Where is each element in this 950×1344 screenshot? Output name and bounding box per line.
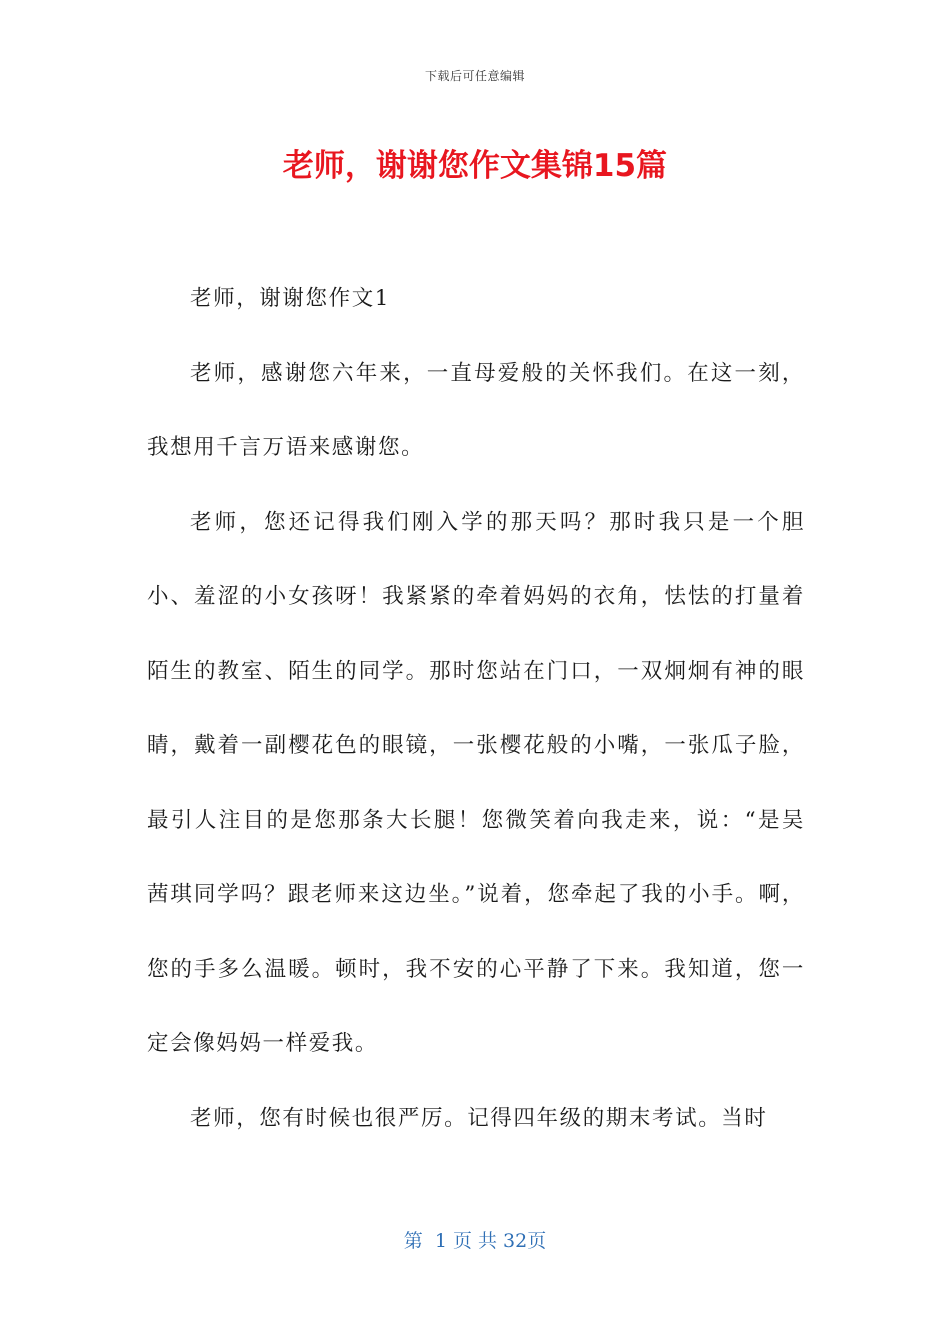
paragraph: 老师，您有时候也很严厉。记得四年级的期末考试。当时 (190, 1105, 768, 1131)
paragraph-heading: 老师，谢谢您作文1 (190, 286, 391, 311)
document-title: 老师，谢谢您作文集锦15篇 (282, 148, 668, 184)
paragraph: 老师，您还记得我们刚入学的那天吗？那时我只是一个胆小、羞涩的小女孩呀！我紧紧的牵着妈妈的衣角，怯怯的打量着陌生的教室、陌生的同学。那时您站在门口，一双炯炯有神的眼睛，戴着一副樱花色的眼镜，一张樱花般的小嘴，一张瓜子脸，最引人注目的是您那条大长腿！您微笑着向我走来，说：“是吴茜琪同学吗？跟老师来这边坐。”说着，您牵起了我的小手。啊，您的手多么温暖。顿时，我不安的心平静了下来。我知道，您一定会像妈妈一样爱我。 (147, 509, 805, 1056)
document-body (147, 262, 805, 1156)
page-footer: 第 1 页 共 32页 (403, 1230, 547, 1252)
paragraph: 老师，感谢您六年来，一直母爱般的关怀我们。在这一刻，我想用千言万语来感谢您。 (147, 360, 805, 460)
header-note: 下载后可任意编辑 (424, 69, 525, 83)
